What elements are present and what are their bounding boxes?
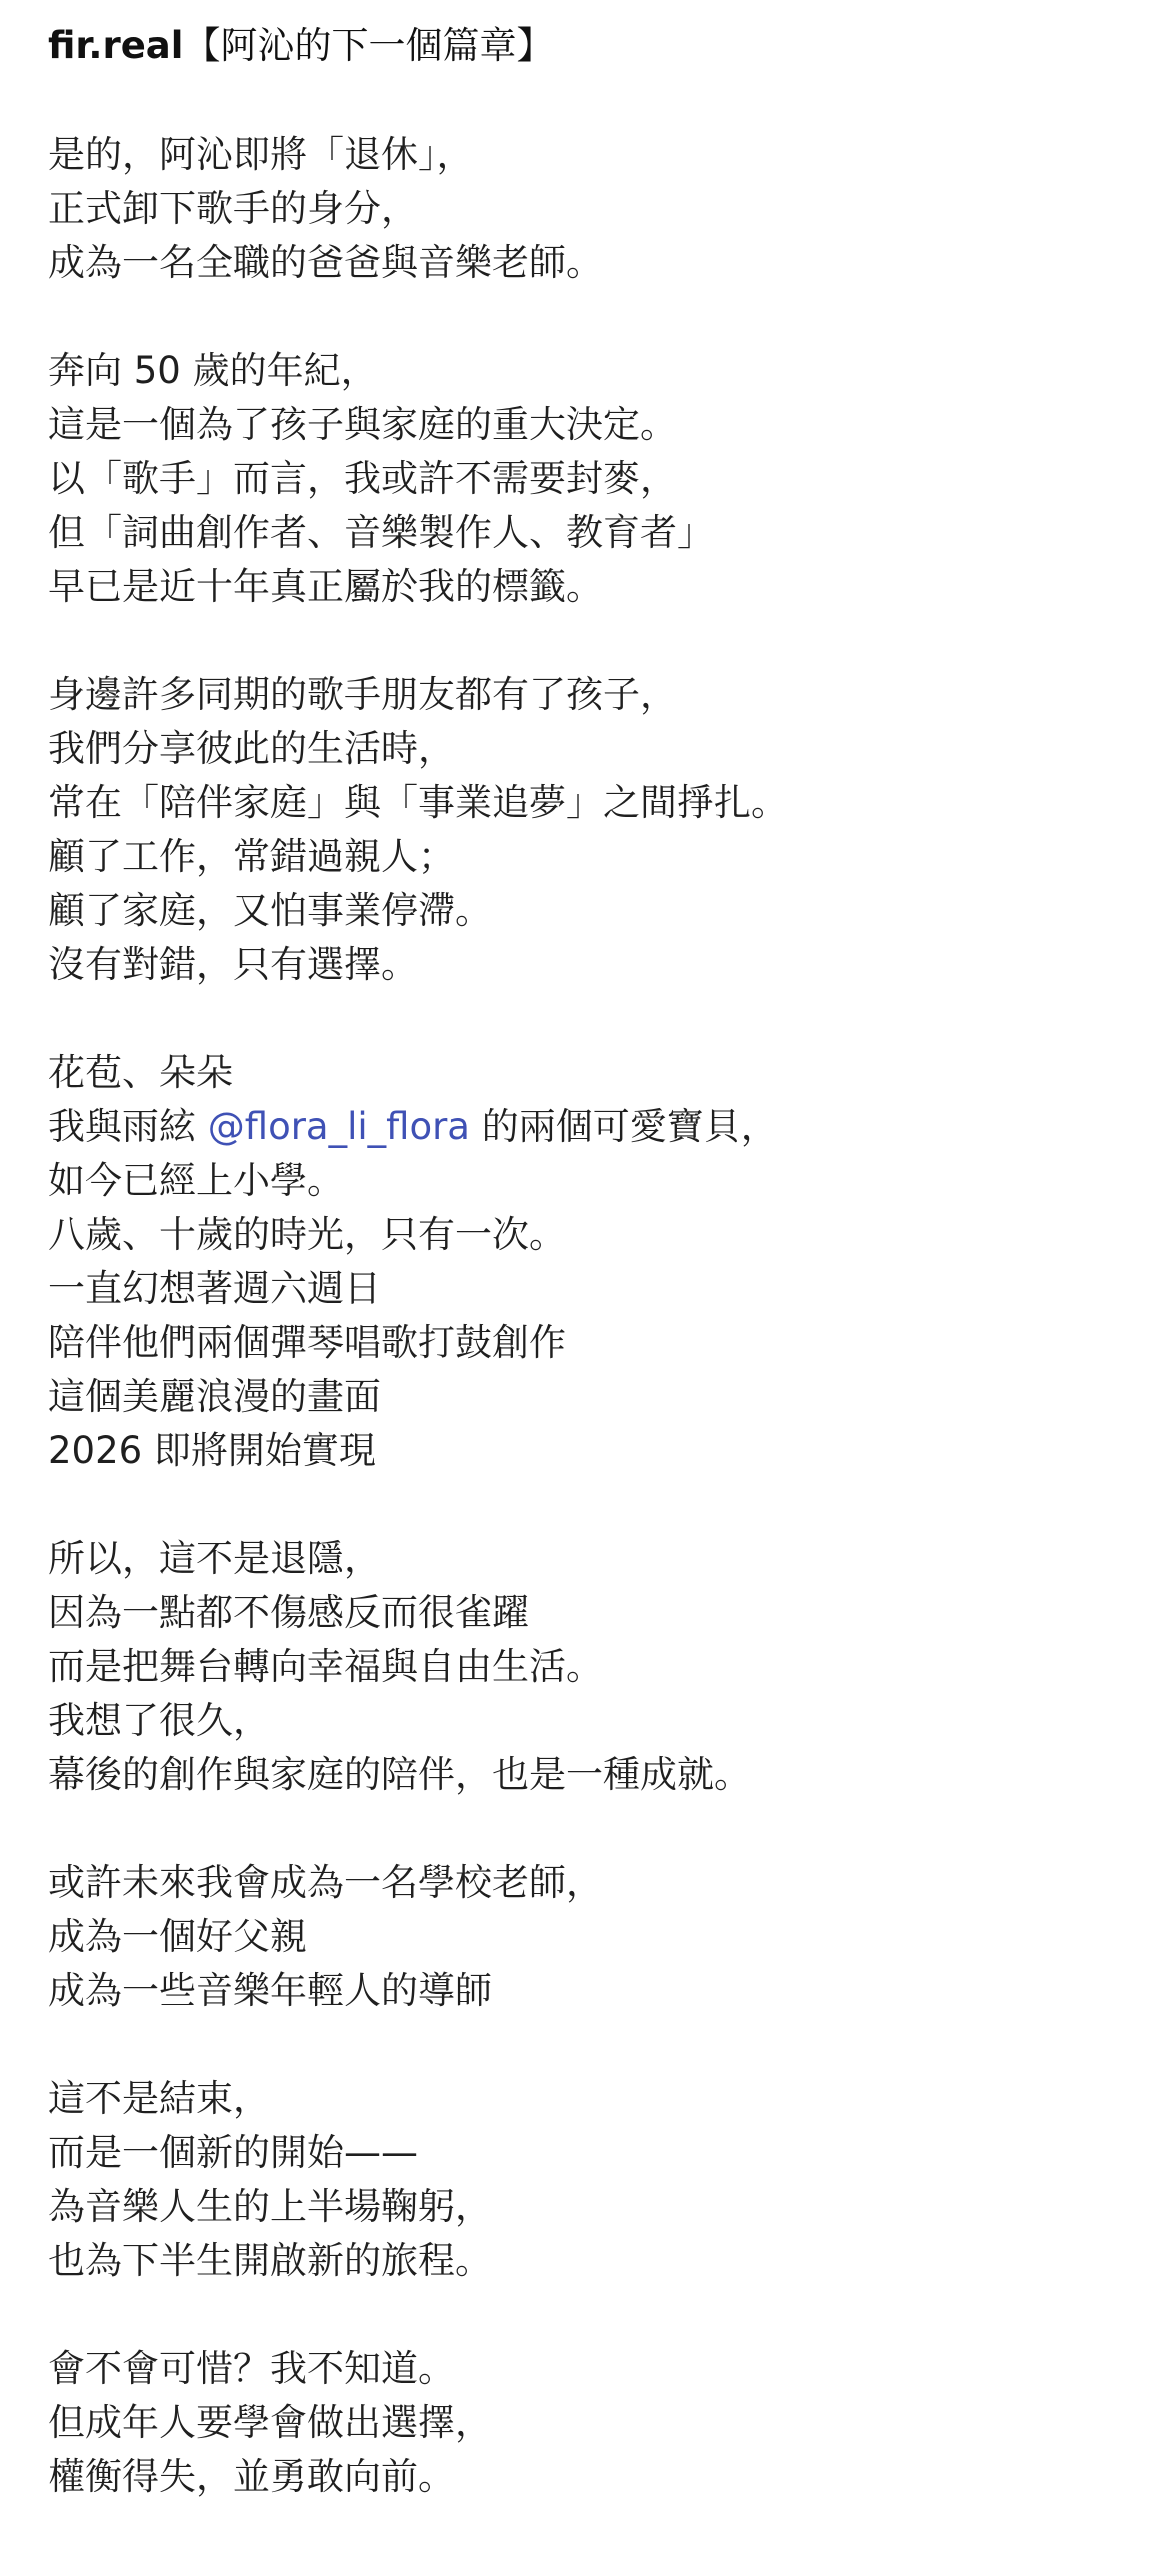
post-body xyxy=(48,128,1128,2504)
post-header xyxy=(48,18,1128,74)
post-text-line: 正式卸下歌手的身分， xyxy=(48,187,418,230)
post-text-line: 這個美麗浪漫的畫面 xyxy=(48,1375,381,1418)
post-text-line: 也為下半生開啟新的旅程。 xyxy=(48,2239,492,2282)
post-text-line: 常在「陪伴家庭」與「事業追夢」之間掙扎。 xyxy=(48,781,788,824)
post-text-line: 成為一名全職的爸爸與音樂老師。 xyxy=(48,241,603,284)
post-paragraph xyxy=(48,668,1128,992)
post-text-line: 陪伴他們兩個彈琴唱歌打鼓創作 xyxy=(48,1321,566,1364)
post-text-line: 我們分享彼此的生活時， xyxy=(48,727,455,770)
post-text-line: 這不是結束， xyxy=(48,2077,270,2120)
post-text-line: 所以，這不是退隱， xyxy=(48,1537,381,1580)
post-text-line: 或許未來我會成為一名學校老師， xyxy=(48,1861,603,1904)
post-text-line: 一直幻想著週六週日 xyxy=(48,1267,381,1310)
post-paragraph xyxy=(48,2342,1128,2504)
post-paragraph xyxy=(48,1532,1128,1802)
post-text-line: 因為一點都不傷感反而很雀躍 xyxy=(48,1591,529,1634)
post-text-line: 2026 即將開始實現 xyxy=(48,1429,376,1472)
post-text-line: 我想了很久， xyxy=(48,1699,270,1742)
post-text-segment: 的兩個可愛寶貝， xyxy=(469,1105,778,1148)
post-text-line: 權衡得失，並勇敢向前。 xyxy=(48,2455,455,2498)
post-text-line: 成為一些音樂年輕人的導師 xyxy=(48,1969,492,2012)
post-paragraph xyxy=(48,1046,1128,1478)
user-mention-link[interactable]: @flora_li_flora xyxy=(207,1105,470,1148)
post-text-line: 為音樂人生的上半場鞠躬， xyxy=(48,2185,492,2228)
post-text-line: 早已是近十年真正屬於我的標籤。 xyxy=(48,565,603,608)
post-text-segment: 我與雨絃 xyxy=(48,1105,208,1148)
post-text-line: 而是把舞台轉向幸福與自由生活。 xyxy=(48,1645,603,1688)
post-paragraph xyxy=(48,128,1128,290)
post-text-line: 顧了工作，常錯過親人； xyxy=(48,835,455,878)
post-text-line: 但成年人要學會做出選擇， xyxy=(48,2401,492,2444)
post-text-line: 而是一個新的開始—— xyxy=(48,2131,418,2174)
post-text-line: 成為一個好父親 xyxy=(48,1915,307,1958)
post-text-line: 顧了家庭，又怕事業停滯。 xyxy=(48,889,492,932)
post-text-line: 這是一個為了孩子與家庭的重大決定。 xyxy=(48,403,677,446)
post-title: 【阿沁的下一個篇章】 xyxy=(183,24,554,67)
username-link[interactable]: fir.real xyxy=(48,24,184,67)
post-text-line: 花苞、朵朵 xyxy=(48,1051,233,1094)
post-text-line: 沒有對錯，只有選擇。 xyxy=(48,943,418,986)
post-text-line: 幕後的創作與家庭的陪伴，也是一種成就。 xyxy=(48,1753,751,1796)
post-text-line: 身邊許多同期的歌手朋友都有了孩子， xyxy=(48,673,677,716)
post-paragraph xyxy=(48,344,1128,614)
post-text-line: 如今已經上小學。 xyxy=(48,1159,344,1202)
post-text-line xyxy=(48,1100,1128,1154)
post-text-line: 奔向 50 歲的年紀， xyxy=(48,349,378,392)
post-text-line: 是的，阿沁即將「退休」， xyxy=(48,133,474,176)
post-text-line: 以「歌手」而言，我或許不需要封麥， xyxy=(48,457,677,500)
post-paragraph xyxy=(48,2072,1128,2288)
post-paragraph xyxy=(48,1856,1128,2018)
post-text-line: 八歲、十歲的時光，只有一次。 xyxy=(48,1213,566,1256)
post-text-line: 但「詞曲創作者、音樂製作人、教育者」 xyxy=(48,511,714,554)
post-container xyxy=(48,18,1128,2558)
post-text-line: 會不會可惜？我不知道。 xyxy=(48,2347,455,2390)
